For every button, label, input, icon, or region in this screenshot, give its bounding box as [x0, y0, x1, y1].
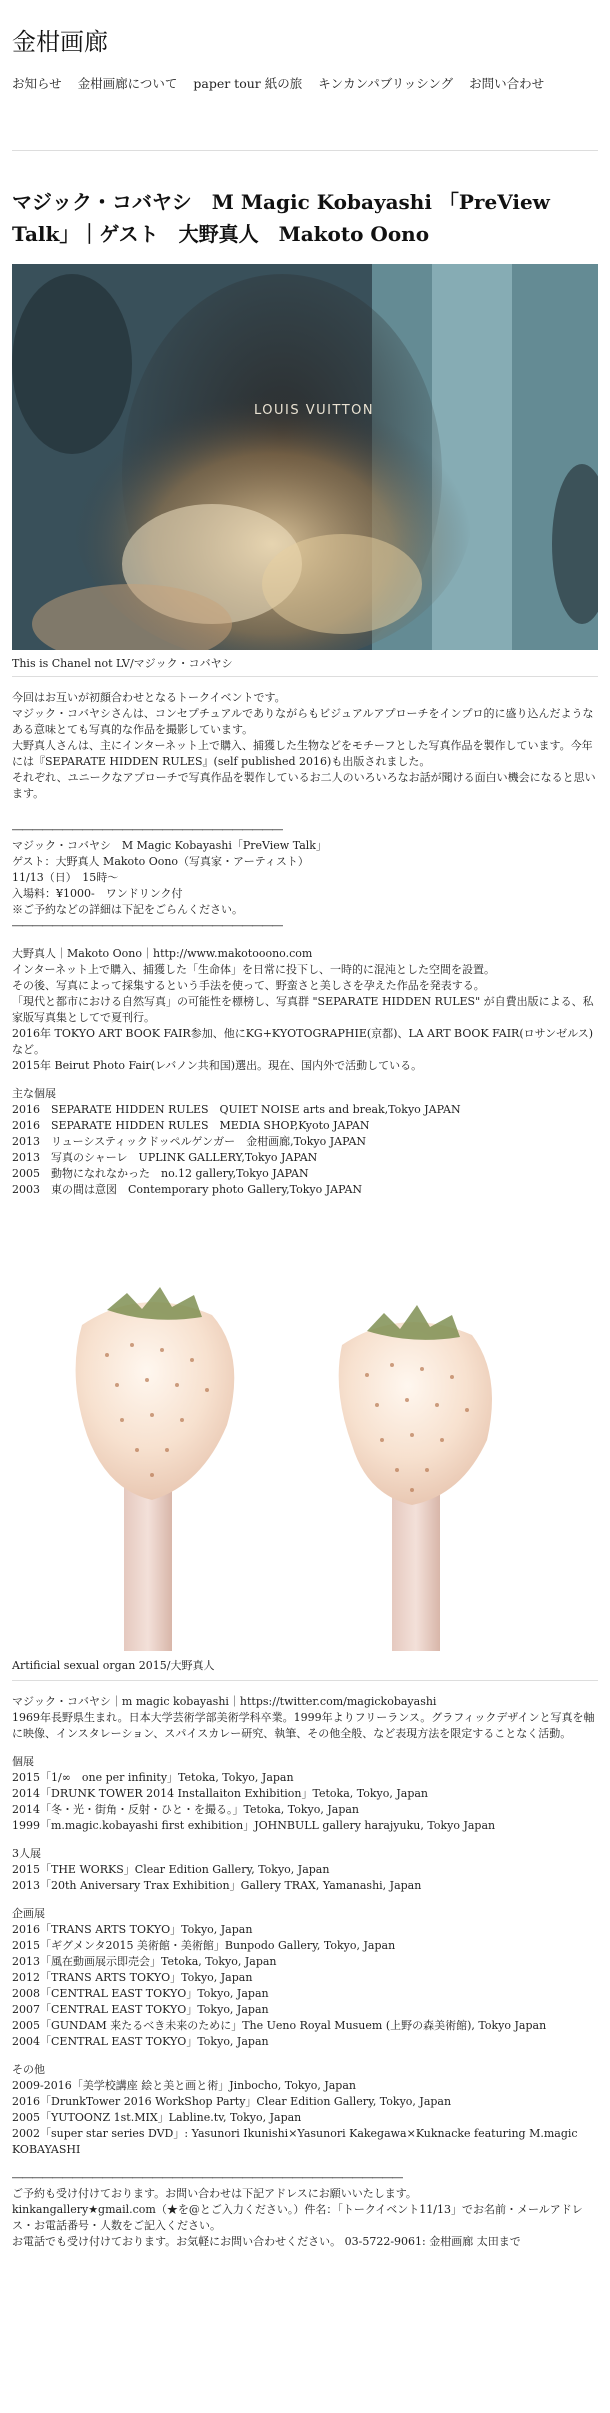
event-line: マジック・コバヤシ M Magic Kobayashi「PreView Talk」 [12, 839, 327, 852]
exhibition-item: 2016 SEPARATE HIDDEN RULES MEDIA SHOP,Kyoto JAPAN [12, 1119, 370, 1132]
exhibition-item: 2005 動物になれなかった no.12 gallery,Tokyo JAPAN [12, 1167, 309, 1180]
intro-paragraph: 今回はお互いが初顔合わせとなるトークイベントです。 [12, 691, 286, 704]
post-body-2 [12, 1694, 598, 2250]
contact-line: kinkangallery★gmail.com（★を@とご入力ください。）件名：「トークイベント11/13」でお名前・メールアドレス・お電話番号・人数をご記入ください。 [12, 2203, 583, 2232]
section-heading: 3人展 [12, 1847, 41, 1860]
exhibition-item: 2015「ギグメンタ2015 美術館・美術館」Bunpodo Gallery, Tokyo, Japan [12, 1939, 396, 1952]
nav-item-about[interactable]: 金柑画廊について [77, 76, 178, 91]
exhibition-item: 2012「TRANS ARTS TOKYO」Tokyo, Japan [12, 1971, 253, 1984]
separator: ――――――――――――――――――――――――――――――――――――――― [12, 2171, 402, 2184]
photo-artificial-sexual-organ [12, 1265, 598, 1651]
oono-bio-line: 「現代と都市における自然写真」の可能性を標榜し、写真群 "SEPARATE HIDDEN RULES" が自費出版による、私家版写真集としてで夏刊行。 [12, 995, 594, 1024]
exhibition-item: 2013 写真のシャーレ UPLINK GALLERY,Tokyo JAPAN [12, 1151, 318, 1164]
nav-item-paper-tour[interactable]: paper tour 紙の旅 [193, 76, 303, 91]
oono-bio-line: その後、写真によって採集するという手法を使って、野蛮さと美しさを孕えた作品を発表する。 [12, 979, 485, 992]
event-line: 11/13（日） 15時～ [12, 871, 119, 884]
exhibition-item: 2014「DRUNK TOWER 2014 Installaiton Exhibition」Tetoka, Tokyo, Japan [12, 1787, 429, 1800]
exhibition-item: 2008「CENTRAL EAST TOKYO」Tokyo, Japan [12, 1987, 269, 2000]
exhibition-item: 2016 SEPARATE HIDDEN RULES QUIET NOISE arts and break,Tokyo JAPAN [12, 1103, 461, 1116]
kobayashi-header[interactable]: マジック・コバヤシ｜m magic kobayashi｜https://twitter.com/magickobayashi [12, 1695, 437, 1708]
oono-bio-line: 2015年 Beirut Photo Fair(レバノン共和国)選出。現在、国内外で活動している。 [12, 1059, 423, 1072]
contact-line: ご予約も受け付けております。お問い合わせは下記アドレスにお願いいたします。 [12, 2187, 417, 2200]
exhibition-item: 2004「CENTRAL EAST TOKYO」Tokyo, Japan [12, 2035, 269, 2048]
exhibition-item: 2015「THE WORKS」Clear Edition Gallery, Tokyo, Japan [12, 1863, 330, 1876]
intro-paragraph: マジック・コバヤシさんは、コンセプチュアルでありながらもビジュアルアプローチをインプロ的に盛り込んだようなある意味とても写真的な作品を撮影しています。 [12, 707, 594, 736]
intro-paragraph: 大野真人さんは、主にインターネット上で購入、捕獲した生物などをモチーフとした写真作品を製作しています。今年には『SEPARATE HIDDEN RULES』(self published 2016)も出版されました。 [12, 739, 593, 768]
nav-item-news[interactable]: お知らせ [12, 76, 62, 91]
exhibition-item: 2016「TRANS ARTS TOKYO」Tokyo, Japan [12, 1923, 253, 1936]
intro-paragraph: それぞれ、ユニークなアプローチで写真作品を製作しているお二人のいろいろなお話が聞ける面白い機会になると思います。 [12, 771, 596, 800]
exhibition-item: 2014「冬・光・街角・反射・ひと・を撮る。」Tetoka, Tokyo, Japan [12, 1803, 359, 1816]
photo-chanel-not-lv-art [12, 264, 598, 650]
post-title: マジック・コバヤシ M Magic Kobayashi 「PreView Talk」｜ゲスト 大野真人 Makoto Oono [12, 190, 550, 246]
photo-chanel-not-lv-caption: This is Chanel not LV/マジック・コバヤシ [12, 657, 233, 670]
exhibition-item: 2002「super star series DVD」: Yasunori Ikunishi×Yasunori Kakegawa×Kuknacke featuring M.magic KOBAYASHI [12, 2127, 578, 2156]
exhibition-item: 1999「m.magic.kobayashi first exhibition」JOHNBULL gallery harajyuku, Tokyo Japan [12, 1819, 496, 1832]
kobayashi-bio: 1969年長野県生まれ。日本大学芸術学部美術学科卒業。1999年よりフリーランス。グラフィックデザインと写真を軸に映像、インスタレーション、スパイスカレー研究、執筆、その他全般、など表現方法を限定することなく活動。 [12, 1711, 595, 1740]
separator: ――――――――――――――――――――――――――― [12, 919, 282, 932]
exhibition-item: 2013 リューシスティックドッペルゲンガー 金柑画廊,Tokyo JAPAN [12, 1135, 367, 1148]
nav-item-contact[interactable]: お問い合わせ [469, 76, 545, 91]
exhibition-item: 2005「YUTOONZ 1st.MIX」Labline.tv, Tokyo, Japan [12, 2111, 302, 2124]
divider [12, 676, 598, 677]
contact-line: お電話でも受け付けております。お気軽にお問い合わせください。 03-5722-9061: 金柑画廊 太田まで [12, 2235, 521, 2248]
event-line: ※ご予約などの詳細は下記をごらんください。 [12, 903, 243, 916]
event-line: 入場料：¥1000- ワンドリンク付 [12, 887, 183, 900]
oono-header[interactable]: 大野真人｜Makoto Oono｜http://www.makotooono.com [12, 947, 313, 960]
main-nav [12, 74, 556, 92]
event-line: ゲスト：大野真人 Makoto Oono（写真家・アーティスト） [12, 855, 309, 868]
photo-chanel-not-lv [12, 264, 598, 650]
photo-artificial-sexual-organ-caption: Artificial sexual organ 2015/大野真人 [12, 1659, 215, 1672]
exhibition-item: 2003 東の間は意図 Contemporary photo Gallery,Tokyo JAPAN [12, 1183, 363, 1196]
exhibition-item: 2013「風在動画展示即売会」Tetoka, Tokyo, Japan [12, 1955, 277, 1968]
photo-artificial-sexual-organ-art [12, 1265, 598, 1651]
oono-bio-line: インターネット上で購入、捕獲した「生命体」を日常に投下し、一時的に混沌とした空間を設置。 [12, 963, 496, 976]
divider [12, 150, 598, 151]
exhibition-item: 2007「CENTRAL EAST TOKYO」Tokyo, Japan [12, 2003, 269, 2016]
exhibition-item: 2016「DrunkTower 2016 WorkShop Party」Clear Edition Gallery, Tokyo, Japan [12, 2095, 452, 2108]
site-title[interactable]: 金柑画廊 [12, 28, 108, 56]
divider [12, 1680, 598, 1681]
section-heading: 個展 [12, 1755, 34, 1768]
section-heading: 主な個展 [12, 1087, 56, 1100]
exhibition-item: 2013「20th Aniversary Trax Exhibition」Gallery TRAX, Yamanashi, Japan [12, 1879, 422, 1892]
section-heading: 企画展 [12, 1907, 45, 1920]
exhibition-item: 2009-2016「美学校講座 絵と美と画と術」Jinbocho, Tokyo, Japan [12, 2079, 356, 2092]
exhibition-item: 2015「1/∞ one per infinity」Tetoka, Tokyo, Japan [12, 1771, 294, 1784]
exhibition-item: 2005「GUNDAM 来たるべき未来のために」The Ueno Royal Musuem (上野の森美術館), Tokyo Japan [12, 2019, 547, 2032]
section-heading: その他 [12, 2063, 45, 2076]
nav-item-publishing[interactable]: キンカンパブリッシング [318, 76, 454, 91]
photo-brand-text: LOUIS VUITTON [254, 403, 375, 418]
oono-bio-line: 2016年 TOKYO ART BOOK FAIR参加、他にKG+KYOTOGRAPHIE(京都)、LA ART BOOK FAIR(ロサンゼルス)など。 [12, 1027, 594, 1056]
post-body-1 [12, 690, 598, 1198]
separator: ――――――――――――――――――――――――――― [12, 823, 282, 836]
